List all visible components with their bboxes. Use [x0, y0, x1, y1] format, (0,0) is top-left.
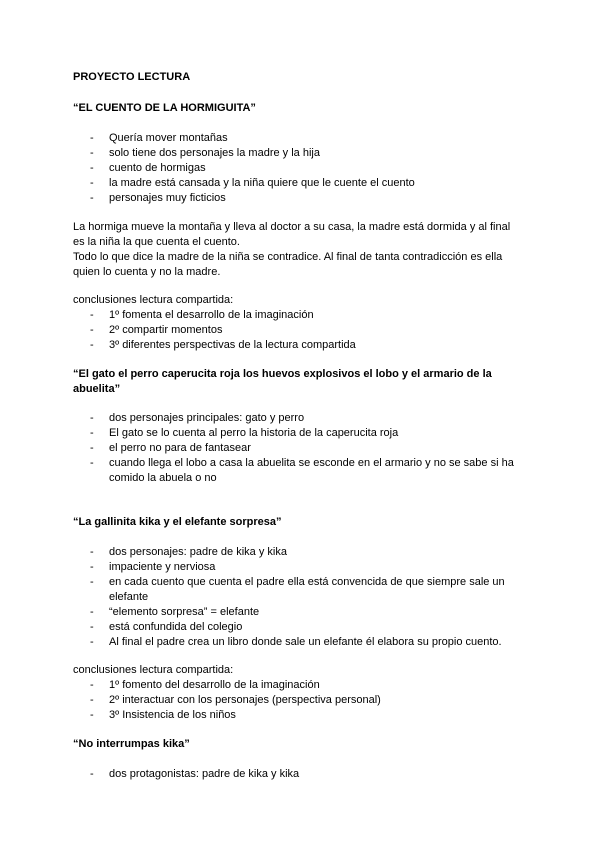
- document-title: PROYECTO LECTURA: [73, 71, 191, 83]
- list-item: el perro no para de fantasear: [109, 442, 251, 454]
- list-item: 1º fomento del desarrollo de la imaginación: [109, 679, 320, 691]
- list-item: Al final el padre crea un libro donde sale un elefante él elabora su propio cuento.: [109, 636, 502, 648]
- list-item: personajes muy ficticios: [109, 192, 226, 204]
- bullet-marker: -: [90, 636, 94, 648]
- list-item-continuation: elefante: [109, 591, 149, 603]
- list-item: la madre está cansada y la niña quiere que le cuente el cuento: [109, 177, 415, 189]
- list-item: impaciente y nerviosa: [109, 561, 216, 573]
- bullet-marker: -: [90, 606, 94, 618]
- bullet-marker: -: [90, 339, 94, 351]
- section-heading-no-interrumpas: “No interrumpas kika”: [73, 738, 190, 750]
- list-item: 2º interactuar con los personajes (perspectiva personal): [109, 694, 381, 706]
- bullet-marker: -: [90, 561, 94, 573]
- list-item-continuation: comido la abuela o no: [109, 472, 217, 484]
- bullet-marker: -: [90, 679, 94, 691]
- list-item: 1º fomenta el desarrollo de la imaginación: [109, 309, 314, 321]
- bullet-marker: -: [90, 427, 94, 439]
- bullet-marker: -: [90, 576, 94, 588]
- bullet-marker: -: [90, 309, 94, 321]
- bullet-marker: -: [90, 324, 94, 336]
- list-item: dos personajes principales: gato y perro: [109, 412, 305, 424]
- list-item: dos protagonistas: padre de kika y kika: [109, 768, 300, 780]
- list-item: cuando llega el lobo a casa la abuelita se esconde en el armario y no se sabe si ha: [109, 457, 514, 469]
- paragraph-line: es la niña la que cuenta el cuento.: [73, 236, 240, 248]
- bullet-marker: -: [90, 694, 94, 706]
- bullet-marker: -: [90, 177, 94, 189]
- list-item: en cada cuento que cuenta el padre ella está convencida de que siempre sale un: [109, 576, 505, 588]
- paragraph-line: La hormiga mueve la montaña y lleva al doctor a su casa, la madre está dormida y al final: [73, 221, 511, 233]
- conclusions-label: conclusiones lectura compartida:: [73, 294, 234, 306]
- bullet-marker: -: [90, 147, 94, 159]
- bullet-marker: -: [90, 621, 94, 633]
- list-item: 3º Insistencia de los niños: [109, 709, 236, 721]
- bullet-marker: -: [90, 457, 94, 469]
- paragraph-line: Todo lo que dice la madre de la niña se contradice. Al final de tanta contradicción es ella: [73, 251, 503, 263]
- conclusions-label: conclusiones lectura compartida:: [73, 664, 234, 676]
- list-item: “elemento sorpresa” = elefante: [109, 606, 260, 618]
- list-item: solo tiene dos personajes la madre y la hija: [109, 147, 320, 159]
- bullet-marker: -: [90, 442, 94, 454]
- list-item: 2º compartir momentos: [109, 324, 223, 336]
- list-item: El gato se lo cuenta al perro la historia de la caperucita roja: [109, 427, 399, 439]
- bullet-marker: -: [90, 132, 94, 144]
- list-item: Quería mover montañas: [109, 132, 228, 144]
- section-heading-gallinita: “La gallinita kika y el elefante sorpresa”: [73, 516, 282, 528]
- bullet-marker: -: [90, 546, 94, 558]
- section-heading-gato-perro: “El gato el perro caperucita roja los huevos explosivos el lobo y el armario de la: [73, 368, 492, 380]
- list-item: está confundida del colegio: [109, 621, 243, 633]
- list-item: cuento de hormigas: [109, 162, 206, 174]
- section-heading-hormiguita: “EL CUENTO DE LA HORMIGUITA”: [73, 102, 256, 114]
- bullet-marker: -: [90, 192, 94, 204]
- bullet-marker: -: [90, 412, 94, 424]
- bullet-marker: -: [90, 768, 94, 780]
- bullet-marker: -: [90, 709, 94, 721]
- paragraph-line: quien lo cuenta y no la madre.: [73, 266, 221, 278]
- list-item: 3º diferentes perspectivas de la lectura compartida: [109, 339, 356, 351]
- section-heading-gato-perro-cont: abuelita”: [73, 383, 121, 395]
- list-item: dos personajes: padre de kika y kika: [109, 546, 287, 558]
- bullet-marker: -: [90, 162, 94, 174]
